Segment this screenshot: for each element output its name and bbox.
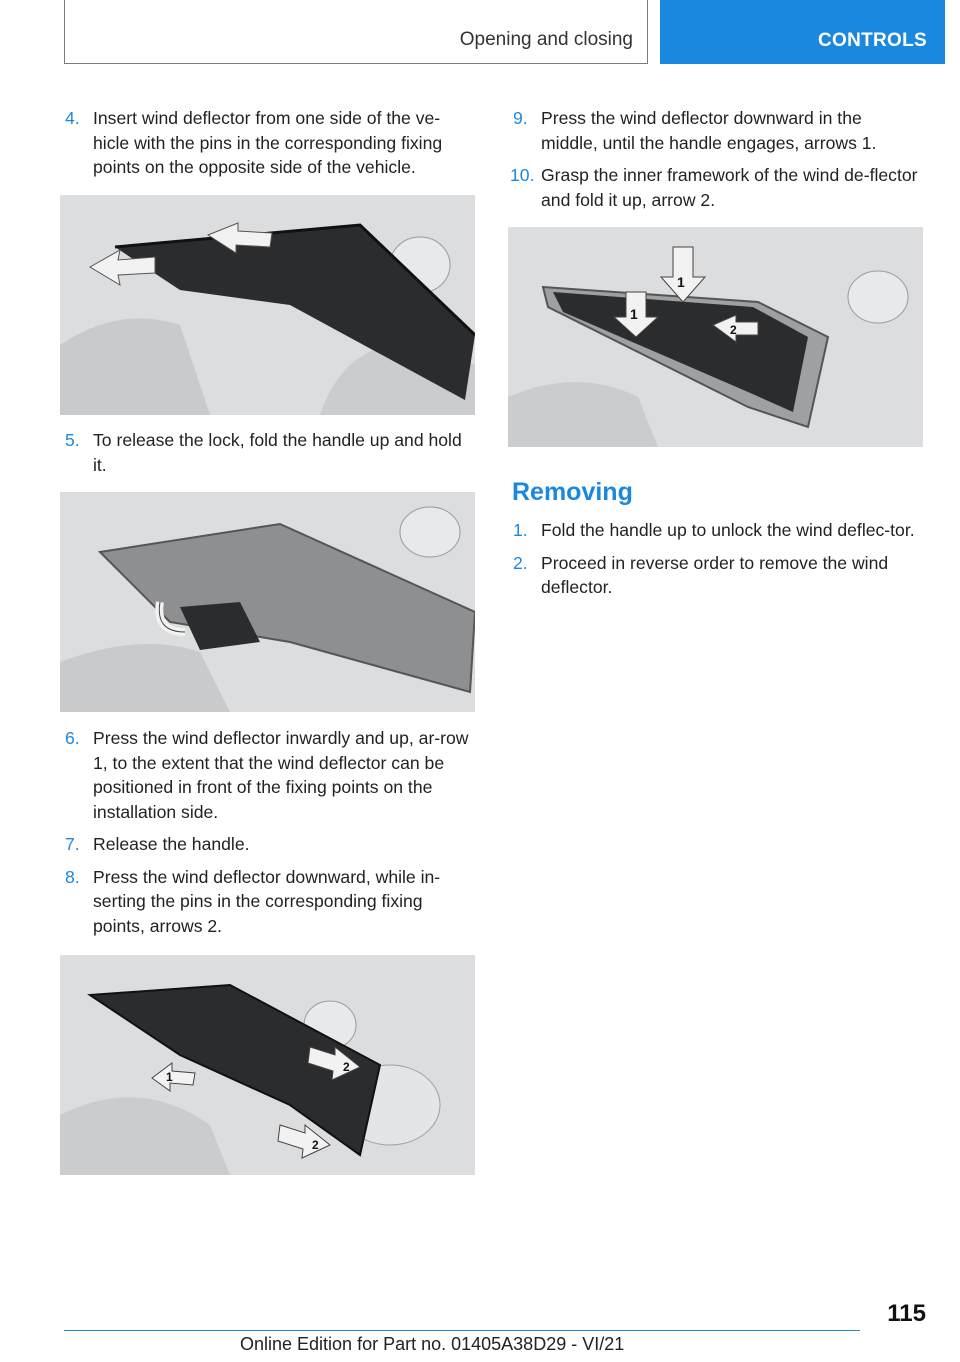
chapter-title: CONTROLS xyxy=(817,30,927,51)
step-4 xyxy=(60,106,475,180)
section-title: Opening and closing xyxy=(459,29,633,50)
step-number: 4. xyxy=(65,108,80,128)
header-section-box xyxy=(64,0,648,64)
step-number: 2. xyxy=(513,552,528,573)
step-text: Insert wind deflector from one side of the ve‐hicle with the pins in the corresponding fixing points on the opposite side of the vehicle. xyxy=(93,108,443,177)
removing-step-2 xyxy=(508,551,923,600)
steps-9-10 xyxy=(508,106,923,212)
figure-handle-engage xyxy=(508,227,923,447)
step-number: 1. xyxy=(513,520,528,540)
step-8 xyxy=(60,865,475,939)
step-number: 5. xyxy=(65,430,80,450)
figure-press-downward xyxy=(60,955,475,1175)
arrow-label: 1 xyxy=(677,274,685,290)
step-text: Grasp the inner framework of the wind de‐flector and fold it up, arrow 2. xyxy=(541,165,918,210)
step-text: Fold the handle up to unlock the wind deflec‐tor. xyxy=(541,520,915,540)
arrow-label: 2 xyxy=(312,1138,319,1152)
step-10 xyxy=(508,163,923,212)
removing-step-1 xyxy=(508,518,923,543)
step-5 xyxy=(60,428,475,477)
removing-heading: Removing xyxy=(512,478,633,506)
step-number: 9. xyxy=(513,108,528,128)
step-number: 8. xyxy=(65,866,80,887)
step-text: Release the handle. xyxy=(93,834,250,854)
removing-steps xyxy=(508,518,923,600)
arrow-label: 2 xyxy=(343,1060,350,1074)
figure-insert-deflector xyxy=(60,195,475,415)
step-6 xyxy=(60,726,475,824)
page-number: 115 xyxy=(887,1300,926,1327)
step-text: Proceed in reverse order to remove the wind deflector. xyxy=(541,552,889,597)
footer-divider xyxy=(64,1330,860,1331)
step-9 xyxy=(508,106,923,155)
chapter-tab[interactable] xyxy=(660,0,945,64)
step-text: Press the wind deflector inwardly and up, ar‐row 1, to the extent that the wind deflector can be positioned in front of the fixing points on the installation side. xyxy=(93,728,469,822)
footer-edition: Online Edition for Part no. 01405A38D29 - VI/21 xyxy=(240,1334,625,1354)
step-text: Press the wind deflector downward in the middle, until the handle engages, arrows 1. xyxy=(541,108,877,153)
step-number: 6. xyxy=(65,728,80,748)
step-number: 7. xyxy=(65,834,80,854)
step-text: To release the lock, fold the handle up and hold it. xyxy=(93,430,462,475)
step-text: Press the wind deflector downward, while in‐serting the pins in the corresponding fixing points, arrows 2. xyxy=(93,866,441,936)
arrow-label: 1 xyxy=(166,1070,173,1084)
steps-6-8 xyxy=(60,726,475,938)
step-number: 10. xyxy=(510,165,535,185)
arrow-label: 2 xyxy=(730,323,737,337)
step-7 xyxy=(60,832,475,857)
figure-release-lock xyxy=(60,492,475,712)
arrow-label: 1 xyxy=(630,306,638,322)
